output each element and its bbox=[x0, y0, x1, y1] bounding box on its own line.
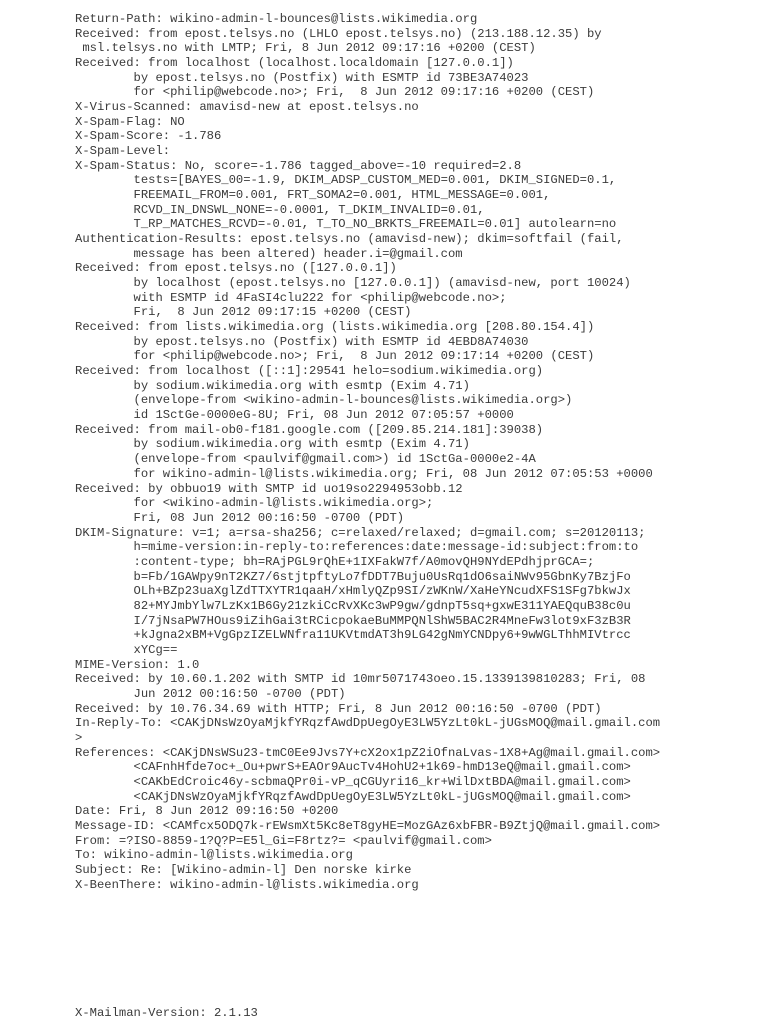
email-header-line: +kJgna2xBM+VgGpzIZELWNfra11UKVtmdAT3h9LG42gNmYCNDpy6+9wWGLThhMIVtrcc bbox=[75, 628, 631, 643]
email-header-line: Received: from localhost ([::1]:29541 helo=sodium.wikimedia.org) bbox=[75, 364, 544, 379]
email-header-line: id 1SctGe-0000eG-8U; Fri, 08 Jun 2012 07:05:57 +0000 bbox=[75, 408, 514, 423]
email-header-line: :content-type; bh=RAjPGL9rQhE+1IXFakW7f/A0movQH9NYdEPdhjprGCA=; bbox=[75, 554, 595, 569]
email-header-line: <CAKjDNsWzOyaMjkfYRqzfAwdDpUegOyE3LW5YzLt0kL-jUGsMOQ@mail.gmail.com> bbox=[75, 789, 631, 804]
email-header-line: X-Spam-Flag: NO bbox=[75, 114, 185, 129]
email-header-line: > bbox=[75, 730, 83, 745]
email-header-line: Authentication-Results: epost.telsys.no (amavisd-new); dkim=softfail (fail, bbox=[75, 232, 624, 247]
email-header-line: Received: from epost.telsys.no ([127.0.0.1]) bbox=[75, 261, 397, 276]
email-header-line: X-Virus-Scanned: amavisd-new at epost.telsys.no bbox=[75, 100, 419, 115]
email-header-line: h=mime-version:in-reply-to:references:date:message-id:subject:from:to bbox=[75, 540, 639, 555]
email-header-line: (envelope-from <wikino-admin-l-bounces@lists.wikimedia.org>) bbox=[75, 393, 573, 408]
email-header-line: Received: from epost.telsys.no (LHLO epost.telsys.no) (213.188.12.35) by bbox=[75, 26, 602, 41]
email-header-block bbox=[75, 12, 660, 892]
email-header-line: <CAKbEdCroic46y-scbmaQPr0i-vP_qCGUyri16_kr+WilDxtBDA@mail.gmail.com> bbox=[75, 774, 631, 789]
email-header-line: msl.telsys.no with LMTP; Fri, 8 Jun 2012 09:17:16 +0200 (CEST) bbox=[75, 41, 536, 56]
email-header-line: by localhost (epost.telsys.no [127.0.0.1]) (amavisd-new, port 10024) bbox=[75, 276, 631, 291]
email-header-line: To: wikino-admin-l@lists.wikimedia.org bbox=[75, 848, 353, 863]
email-header-line: Received: from mail-ob0-f181.google.com ([209.85.214.181]:39038) bbox=[75, 422, 544, 437]
email-header-line: RCVD_IN_DNSWL_NONE=-0.0001, T_DKIM_INVALID=0.01, bbox=[75, 202, 485, 217]
email-header-line: X-Spam-Status: No, score=-1.786 tagged_above=-10 required=2.8 bbox=[75, 158, 522, 173]
email-header-line: for <philip@webcode.no>; Fri, 8 Jun 2012 09:17:14 +0200 (CEST) bbox=[75, 349, 595, 364]
email-header-line: DKIM-Signature: v=1; a=rsa-sha256; c=relaxed/relaxed; d=gmail.com; s=20120113; bbox=[75, 525, 646, 540]
email-header-line: Received: by 10.76.34.69 with HTTP; Fri, 8 Jun 2012 00:16:50 -0700 (PDT) bbox=[75, 701, 602, 716]
email-header-line: T_RP_MATCHES_RCVD=-0.01, T_TO_NO_BRKTS_FREEMAIL=0.01] autolearn=no bbox=[75, 217, 617, 232]
email-header-line: Received: by obbuo19 with SMTP id uo19so2294953obb.12 bbox=[75, 481, 463, 496]
email-header-line: I/7jNsaPW7HOus9iZihGai3tRCicpokaeBuMMPQNlShW5BAC2R4MneFw3lot9xF3zB3R bbox=[75, 613, 631, 628]
email-header-line: by epost.telsys.no (Postfix) with ESMTP id 4EBD8A74030 bbox=[75, 334, 529, 349]
email-header-line: From: =?ISO-8859-1?Q?P=E5l_Gi=F8rtz?= <paulvif@gmail.com> bbox=[75, 833, 492, 848]
email-header-line: X-BeenThere: wikino-admin-l@lists.wikimedia.org bbox=[75, 877, 419, 892]
email-header-line: 82+MYJmbYlw7LzKx1B6Gy21zkiCcRvXKc3wP9gw/gdnpT5sq+gxwE311YAEQquB38c0u bbox=[75, 598, 631, 613]
email-header-line: with ESMTP id 4FaSI4clu222 for <philip@webcode.no>; bbox=[75, 290, 507, 305]
email-header-line: Subject: Re: [Wikino-admin-l] Den norske kirke bbox=[75, 862, 412, 877]
email-header-line: Message-ID: <CAMfcx5ODQ7k-rEWsmXt5Kc8eT8gyHE=MozGAz6xbFBR-B9ZtjQ@mail.gmail.com> bbox=[75, 818, 661, 833]
email-header-line: Received: from localhost (localhost.localdomain [127.0.0.1]) bbox=[75, 56, 514, 71]
email-header-line: Fri, 8 Jun 2012 09:17:15 +0200 (CEST) bbox=[75, 305, 412, 320]
email-header-line: Date: Fri, 8 Jun 2012 09:16:50 +0200 bbox=[75, 804, 339, 819]
email-header-line: X-Spam-Level: bbox=[75, 144, 171, 159]
email-header-line: b=Fb/1GAWpy9nT2KZ7/6stjtpftyLo7fDDT7Buju0UsRq1dO6saiNWv95GbnKy7BzjFo bbox=[75, 569, 631, 584]
email-header-line: tests=[BAYES_00=-1.9, DKIM_ADSP_CUSTOM_MED=0.001, DKIM_SIGNED=0.1, bbox=[75, 173, 617, 188]
email-header-line: Received: from lists.wikimedia.org (lists.wikimedia.org [208.80.154.4]) bbox=[75, 320, 595, 335]
x-mailman-version-line: X-Mailman-Version: 2.1.13 bbox=[75, 1006, 258, 1020]
email-header-line: by epost.telsys.no (Postfix) with ESMTP id 73BE3A74023 bbox=[75, 70, 529, 85]
email-header-line: Return-Path: wikino-admin-l-bounces@lists.wikimedia.org bbox=[75, 12, 478, 26]
email-header-line: (envelope-from <paulvif@gmail.com>) id 1SctGa-0000e2-4A bbox=[75, 452, 536, 467]
email-header-line: by sodium.wikimedia.org with esmtp (Exim 4.71) bbox=[75, 437, 470, 452]
email-header-line: by sodium.wikimedia.org with esmtp (Exim 4.71) bbox=[75, 378, 470, 393]
email-header-line: for <philip@webcode.no>; Fri, 8 Jun 2012 09:17:16 +0200 (CEST) bbox=[75, 85, 595, 100]
email-header-line: FREEMAIL_FROM=0.001, FRT_SOMA2=0.001, HTML_MESSAGE=0.001, bbox=[75, 188, 551, 203]
email-header-line: In-Reply-To: <CAKjDNsWzOyaMjkfYRqzfAwdDpUegOyE3LW5YzLt0kL-jUGsMOQ@mail.gmail.com bbox=[75, 716, 661, 731]
email-header-line: References: <CAKjDNsWSu23-tmC0Ee9Jvs7Y+cX2ox1pZ2iOfnaLvas-1X8+Ag@mail.gmail.com> bbox=[75, 745, 661, 760]
email-header-line: message has been altered) header.i=@gmail.com bbox=[75, 246, 463, 261]
email-header-line: Jun 2012 00:16:50 -0700 (PDT) bbox=[75, 686, 346, 701]
email-header-line: Fri, 08 Jun 2012 00:16:50 -0700 (PDT) bbox=[75, 510, 405, 525]
email-header-line: OLh+BZp23uaXglZdTTXYTR1qaaH/xHmlyQZp9SI/zWKnW/XaHeYNcudXFS1SFg7bkwJx bbox=[75, 584, 631, 599]
email-header-line: X-Spam-Score: -1.786 bbox=[75, 129, 222, 144]
email-header-line: for wikino-admin-l@lists.wikimedia.org; Fri, 08 Jun 2012 07:05:53 +0000 bbox=[75, 466, 653, 481]
email-header-line: xYCg== bbox=[75, 642, 178, 657]
email-header-line: Received: by 10.60.1.202 with SMTP id 10mr5071743oeo.15.1339139810283; Fri, 08 bbox=[75, 672, 646, 687]
email-header-line: <CAFnhHfde7oc+_Ou+pwrS+EAOr9AucTv4HohU2+1k69-hmD13eQ@mail.gmail.com> bbox=[75, 760, 631, 775]
email-header-line: MIME-Version: 1.0 bbox=[75, 657, 200, 672]
email-header-line: for <wikino-admin-l@lists.wikimedia.org>; bbox=[75, 496, 434, 511]
